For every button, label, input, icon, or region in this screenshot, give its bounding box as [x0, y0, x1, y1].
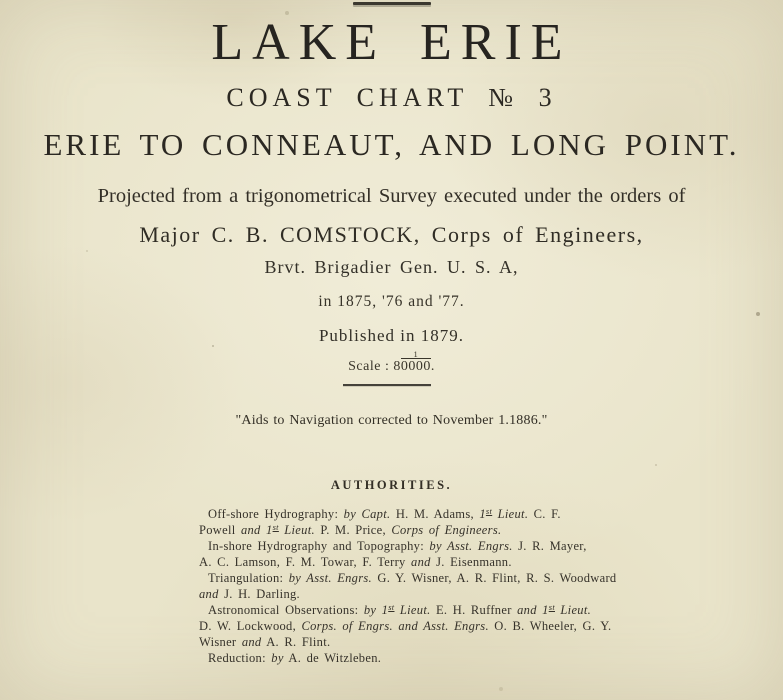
- chart-coverage-title: ERIE TO CONNEAUT, AND LONG POINT.: [43, 127, 740, 162]
- officer-rank: Brvt. Brigadier Gen. U. S. A,: [264, 257, 519, 277]
- authorities-line: Reduction: by A. de Witzleben.: [208, 651, 382, 665]
- chart-series-subtitle: COAST CHART № 3: [226, 83, 557, 112]
- authorities-line: Triangulation: by Asst. Engrs. G. Y. Wisner, A. R. Flint, R. S. Woodward: [208, 571, 617, 585]
- top-ornament-rule: [353, 2, 431, 5]
- scale-lead-digit: 8: [393, 359, 401, 374]
- authorities-list: [199, 506, 617, 666]
- publication-year: Published in 1879.: [318, 326, 465, 345]
- scale-statement: [0, 351, 783, 375]
- page-title: LAKE ERIE: [211, 14, 572, 71]
- authorities-line: Off-shore Hydrography: by Capt. H. M. Adams, 1st Lieut. C. F.: [208, 506, 561, 521]
- authorities-heading: AUTHORITIES.: [330, 478, 453, 492]
- surveying-officer: Major C. B. COMSTOCK, Corps of Engineers,: [139, 222, 644, 247]
- authorities-line: and J. H. Darling.: [199, 587, 300, 601]
- authorities-line: In-shore Hydrography and Topography: by Asst. Engrs. J. R. Mayer,: [208, 539, 587, 553]
- scale-period: .: [430, 359, 435, 374]
- divider-rule: [343, 384, 431, 386]
- authorities-line: A. C. Lamson, F. M. Towar, F. Terry and J. Eisenmann.: [199, 555, 512, 569]
- authorities-line: Wisner and A. R. Flint.: [199, 635, 331, 649]
- scale-fraction-denominator: 0000: [400, 359, 431, 374]
- correction-note: "Aids to Navigation corrected to November 1.1886.": [235, 413, 548, 428]
- scale-fraction: [401, 351, 431, 374]
- authorities-line: Astronomical Observations: by 1st Lieut. E. H. Ruffner and 1st Lieut.: [208, 602, 592, 617]
- paper-specks: [0, 0, 2, 2]
- scale-label: Scale :: [348, 359, 390, 374]
- authorities-line: Powell and 1st Lieut. P. M. Price, Corps of Engineers.: [199, 522, 502, 537]
- scale-fraction-numerator: 1: [413, 349, 419, 359]
- survey-years: in 1875, '76 and '77.: [318, 293, 465, 310]
- authorities-line: D. W. Lockwood, Corps. of Engrs. and Asst. Engrs. O. B. Wheeler, G. Y.: [199, 619, 612, 633]
- projection-statement: Projected from a trigonometrical Survey executed under the orders of: [97, 185, 686, 207]
